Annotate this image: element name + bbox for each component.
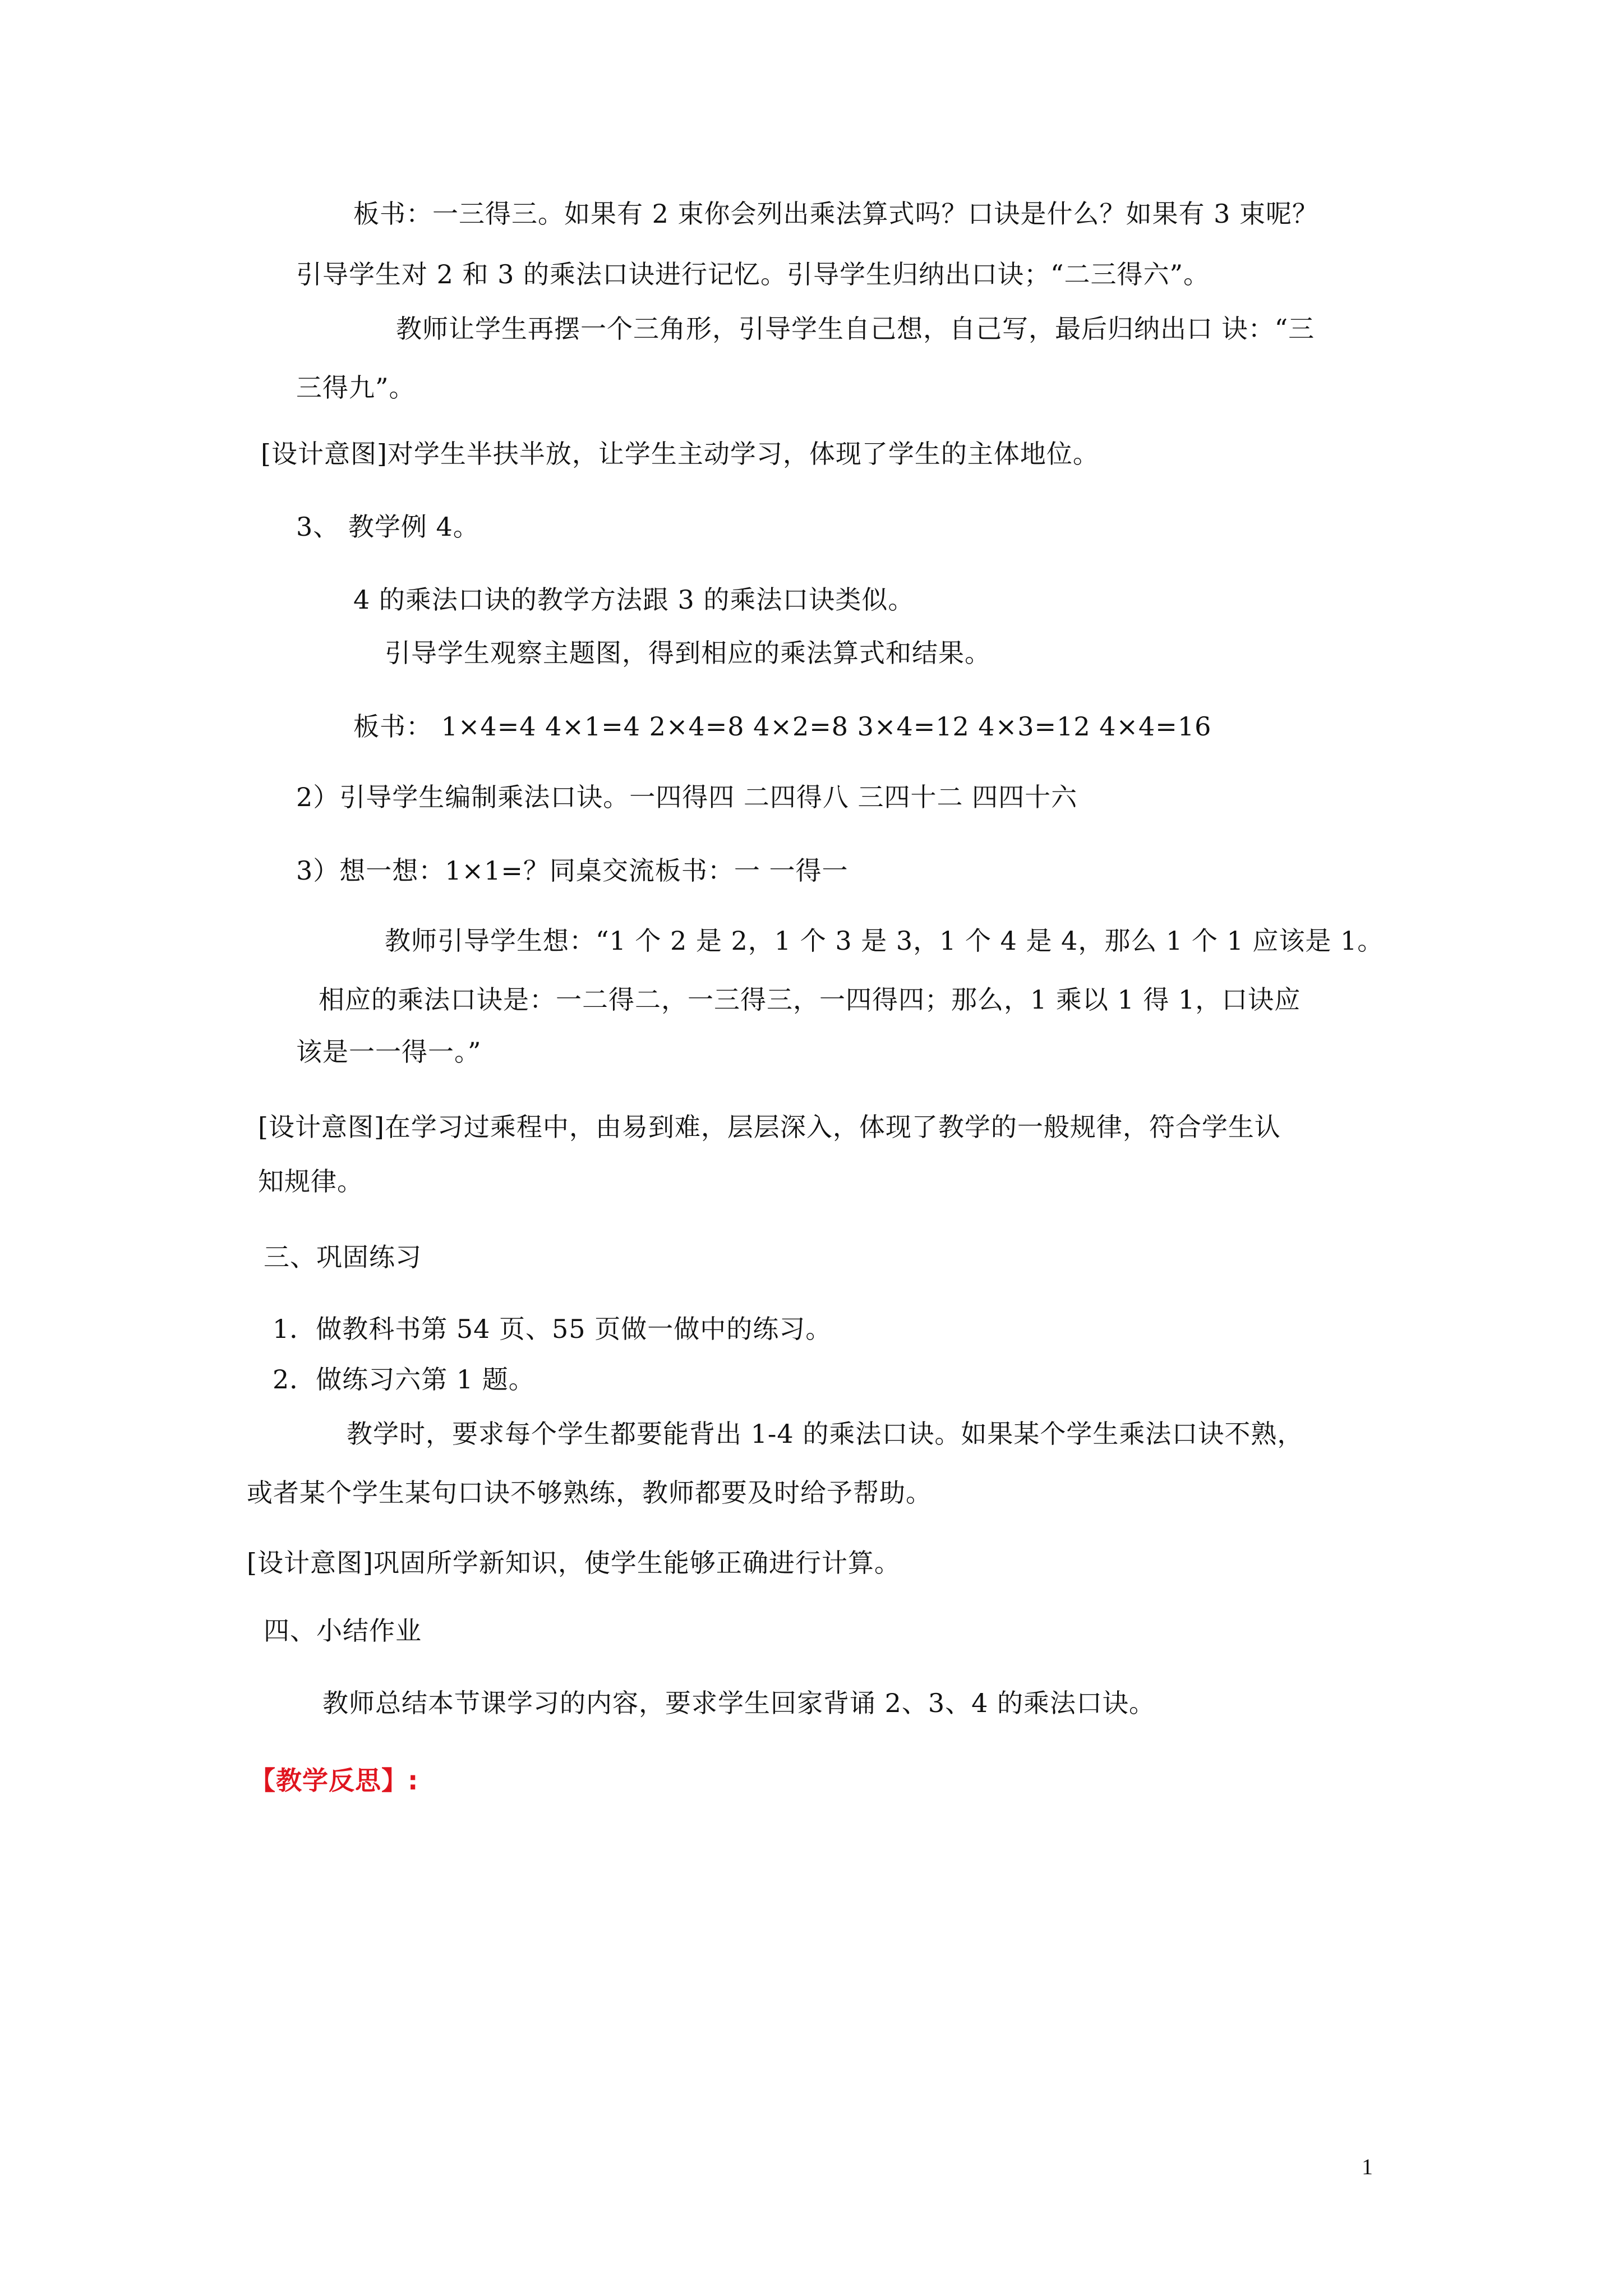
text-line: 教师让学生再摆一个三角形，引导学生自己想，自己写，最后归纳出口 诀：“三: [396, 314, 1315, 344]
design-intent-line: [设计意图]巩固所学新知识，使学生能够正确进行计算。: [247, 1548, 901, 1578]
text-line: 引导学生对 2 和 3 的乘法口诀进行记忆。引导学生归纳出口诀；“二三得六”。: [296, 259, 1210, 289]
section-heading: 3、 教学例 4。: [296, 512, 479, 542]
text-line: 或者某个学生某句口诀不够熟练，教师都要及时给予帮助。: [247, 1478, 932, 1508]
design-intent-line: [设计意图]对学生半扶半放，让学生主动学习，体现了学生的主体地位。: [261, 439, 1099, 469]
board-note-line: 板书：一三得三。如果有 2 束你会列出乘法算式吗？口诀是什么？如果有 3 束呢？: [353, 199, 1319, 229]
exercise-item: 1．做教科书第 54 页、55 页做一做中的练习。: [273, 1314, 832, 1344]
text-line: 教师总结本节课学习的内容，要求学生回家背诵 2、3、4 的乘法口诀。: [322, 1688, 1156, 1718]
section-heading: 三、巩固练习: [264, 1242, 422, 1272]
text-line: 4 的乘法口诀的教学方法跟 3 的乘法口诀类似。: [353, 585, 915, 615]
text-line: 知规律。: [258, 1166, 363, 1197]
text-line: 相应的乘法口诀是：一二得二，一三得三，一四得四；那么，1 乘以 1 得 1，口诀应: [319, 984, 1301, 1015]
teaching-reflection-heading: 【教学反思】:: [250, 1765, 419, 1796]
text-line: 三得九”。: [296, 372, 416, 403]
text-line: 引导学生观察主题图，得到相应的乘法算式和结果。: [385, 638, 991, 668]
text-line: 该是一一得一。”: [296, 1037, 482, 1067]
exercise-item: 2．做练习六第 1 题。: [273, 1364, 535, 1395]
text-line: 3）想一想：1×1=？同桌交流板书：一 一得一: [296, 855, 849, 886]
design-intent-line: [设计意图]在学习过乘程中，由易到难，层层深入，体现了教学的一般规律，符合学生认: [258, 1112, 1281, 1142]
board-note-line: 板书： 1×4=4 4×1=4 2×4=8 4×2=8 3×4=12 4×3=12 4×4=16: [353, 711, 1212, 742]
text-line: 教师引导学生想：“1 个 2 是 2，1 个 3 是 3，1 个 4 是 4，那么 1 个 1 应该是 1。: [385, 926, 1384, 956]
text-line: 教学时，要求每个学生都要能背出 1-4 的乘法口诀。如果某个学生乘法口诀不熟，: [347, 1419, 1304, 1449]
page-number: 1: [1362, 2154, 1373, 2179]
section-heading: 四、小结作业: [264, 1616, 422, 1646]
text-line: 2）引导学生编制乘法口诀。一四得四 二四得八 三四十二 四四十六: [296, 782, 1078, 812]
